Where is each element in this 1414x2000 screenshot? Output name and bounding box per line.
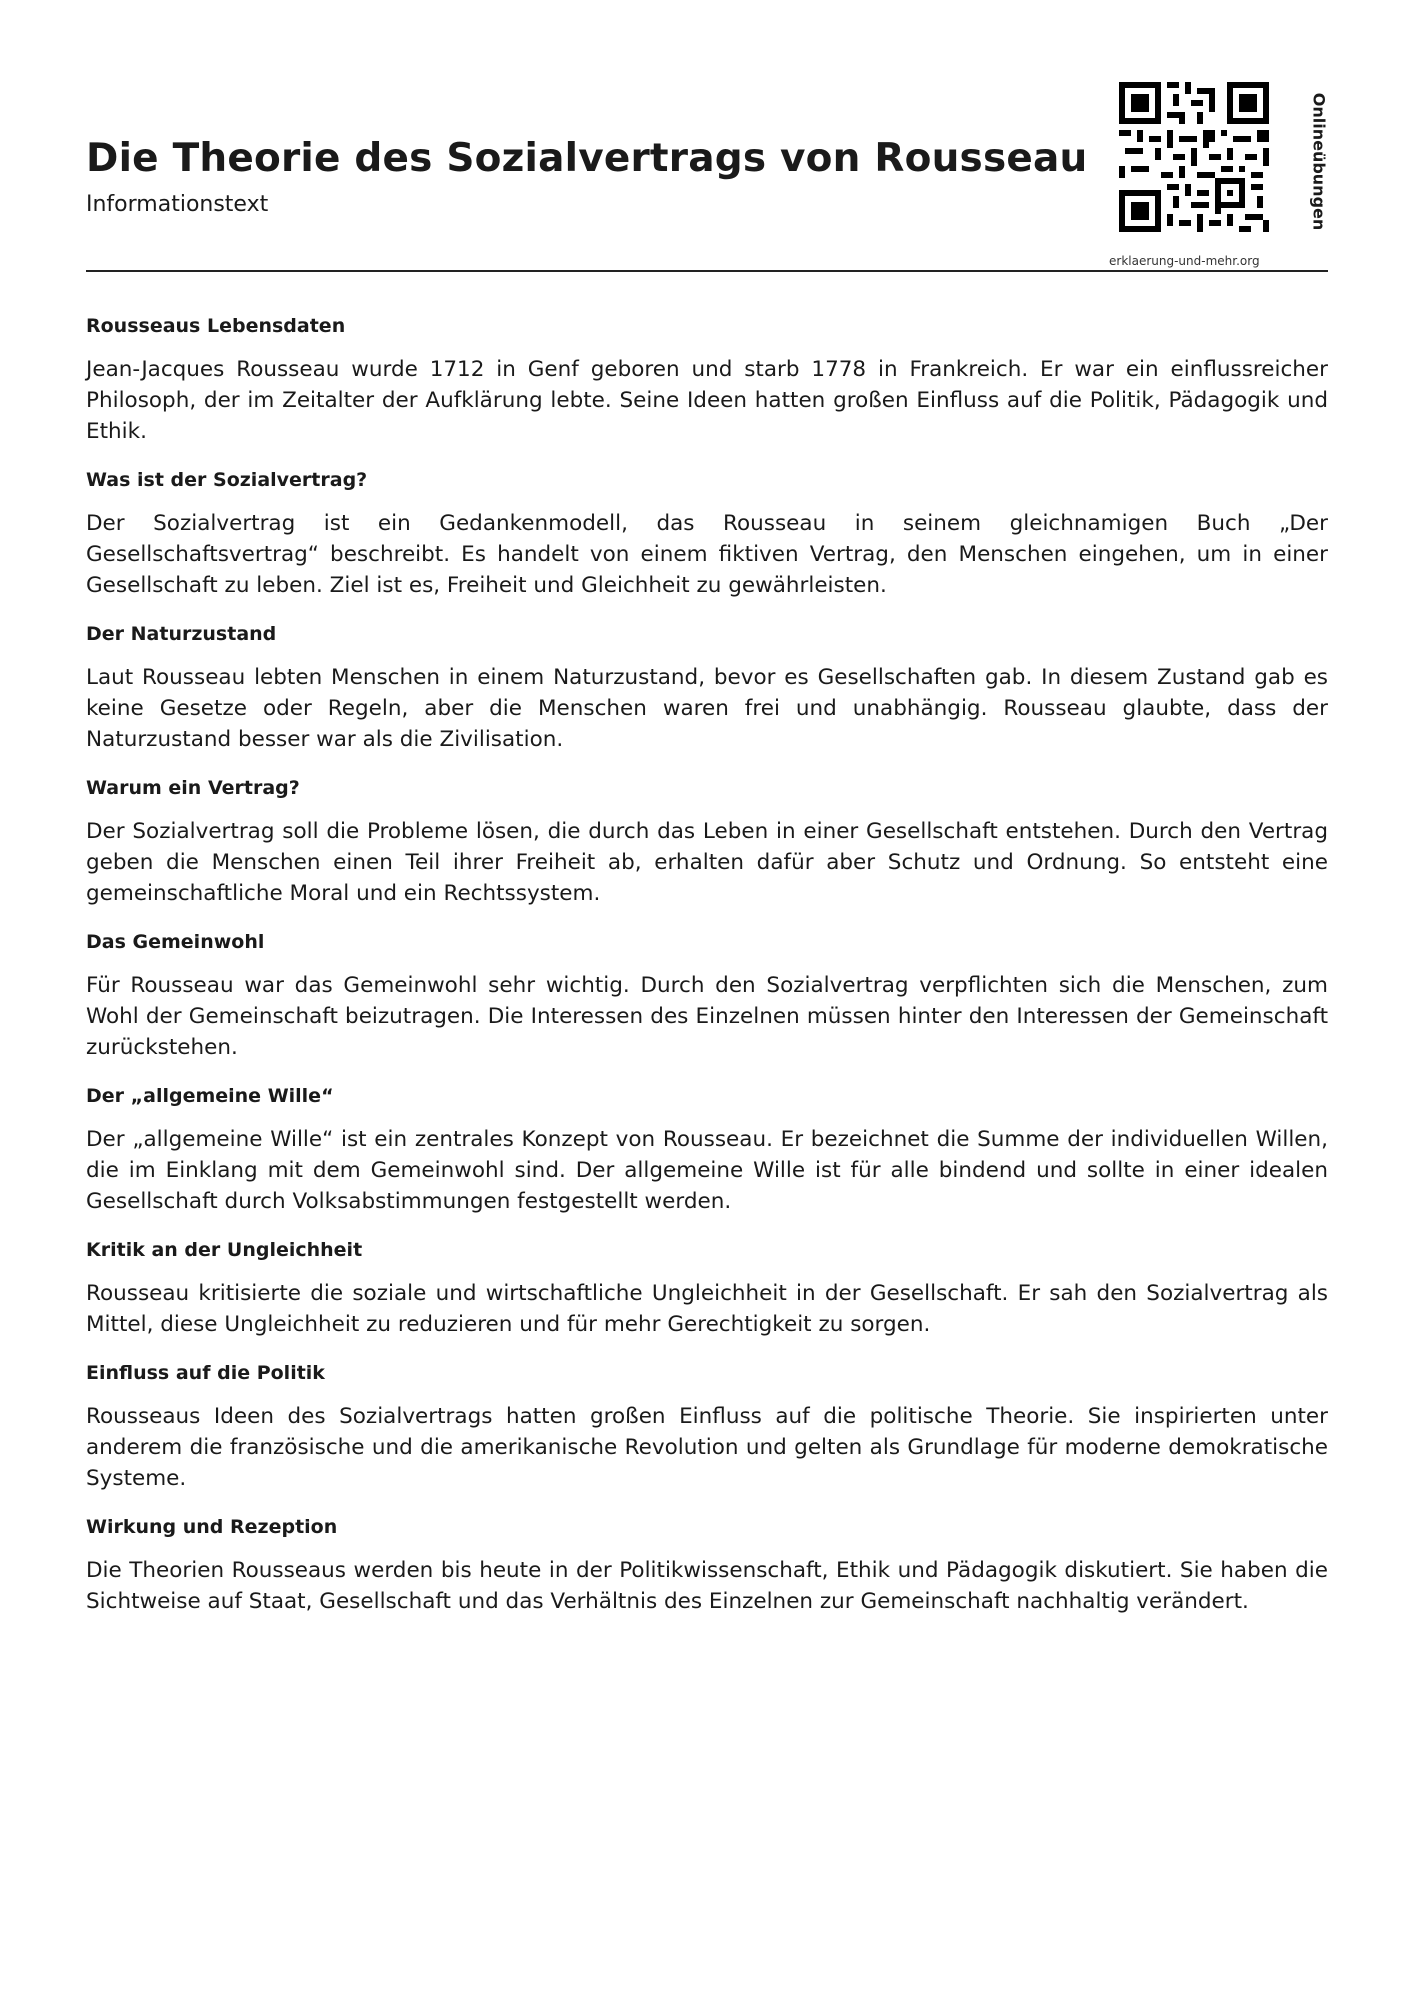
worksheet-page xyxy=(86,0,1329,1614)
section-heading: Einfluss auf die Politik xyxy=(86,1362,325,1384)
section-heading: Das Gemeinwohl xyxy=(86,931,265,953)
section-heading: Der Naturzustand xyxy=(86,623,277,645)
website-url[interactable]: erklaerung-und-mehr.org xyxy=(1109,254,1260,268)
section-text: Die Theorien Rousseaus werden bis heute in der Politikwissenschaft, Ethik und Pädagogik diskutiert. Sie haben die Sichtweise auf Staat, Gesellschaft und das Verhältnis des Einzelnen zur Gemeinschaft nachhaltig verändert. xyxy=(86,1558,1328,1614)
section-heading: Kritik an der Ungleichheit xyxy=(86,1239,363,1261)
section-heading: Wirkung und Rezeption xyxy=(86,1516,338,1538)
section-text: Jean-Jacques Rousseau wurde 1712 in Genf geboren und starb 1778 in Frankreich. Er war ein einflussreicher Philosoph, der im Zeitalter der Aufklärung lebte. Seine Ideen hatten großen Einfluss auf die Politik, Pädagogik und Ethik. xyxy=(86,357,1328,444)
section-ungleichheit xyxy=(86,1237,1328,1340)
section-text: Der „allgemeine Wille“ ist ein zentrales Konzept von Rousseau. Er bezeichnet die Summe der individuellen Willen, die im Einklang mit dem Gemeinwohl sind. Der allgemeine Wille ist für alle bindend und sollte in einer idealen Gesellschaft durch Volksabstimmungen festgestellt werden. xyxy=(86,1127,1328,1214)
section-heading: Der „allgemeine Wille“ xyxy=(86,1085,334,1107)
section-naturzustand xyxy=(86,621,1328,755)
worksheet-header xyxy=(86,0,1328,272)
section-text: Der Sozialvertrag soll die Probleme lösen, die durch das Leben in einer Gesellschaft entstehen. Durch den Vertrag geben die Menschen einen Teil ihrer Freiheit ab, erhalten dafür aber Schutz und Ordnung. So entsteht eine gemeinschaftliche Moral und ein Rechtssystem. xyxy=(86,819,1328,906)
section-allgemeiner-wille xyxy=(86,1083,1328,1217)
section-heading: Was ist der Sozialvertrag? xyxy=(86,469,368,491)
qr-code-icon[interactable] xyxy=(1119,82,1269,232)
online-exercises-label: Onlineübungen xyxy=(1309,92,1329,231)
section-heading: Warum ein Vertrag? xyxy=(86,777,300,799)
section-gemeinwohl xyxy=(86,929,1328,1063)
section-text: Laut Rousseau lebten Menschen in einem Naturzustand, bevor es Gesellschaften gab. In diesem Zustand gab es keine Gesetze oder Regeln, aber die Menschen waren frei und unabhängig. Rousseau glaubte, dass der Naturzustand besser war als die Zivilisation. xyxy=(86,665,1328,752)
section-lebensdaten xyxy=(86,313,1328,447)
page-title: Die Theorie des Sozialvertrags von Rousseau xyxy=(86,136,1088,181)
section-wirkung xyxy=(86,1514,1328,1617)
section-text: Für Rousseau war das Gemeinwohl sehr wichtig. Durch den Sozialvertrag verpflichten sich die Menschen, zum Wohl der Gemeinschaft beizutragen. Die Interessen des Einzelnen müssen hinter den Interessen der Gemeinschaft zurückstehen. xyxy=(86,973,1328,1060)
section-politik xyxy=(86,1360,1328,1494)
page-subtitle: Informationstext xyxy=(86,192,269,217)
section-text: Rousseau kritisierte die soziale und wirtschaftliche Ungleichheit in der Gesellschaft. Er sah den Sozialvertrag als Mittel, diese Ungleichheit zu reduzieren und für mehr Gerechtigkeit zu sorgen. xyxy=(86,1281,1328,1337)
text-content xyxy=(86,313,1328,1637)
header-divider xyxy=(86,270,1328,272)
qr-block[interactable] xyxy=(1109,82,1329,272)
section-sozialvertrag xyxy=(86,467,1328,601)
section-text: Der Sozialvertrag ist ein Gedankenmodell, das Rousseau in seinem gleichnamigen Buch „Der Gesellschaftsvertrag“ beschreibt. Es handelt von einem fiktiven Vertrag, den Menschen eingehen, um in einer Gesellschaft zu leben. Ziel ist es, Freiheit und Gleichheit zu gewährleisten. xyxy=(86,511,1328,598)
section-warum-vertrag xyxy=(86,775,1328,909)
section-heading: Rousseaus Lebensdaten xyxy=(86,315,346,337)
section-text: Rousseaus Ideen des Sozialvertrags hatten großen Einfluss auf die politische Theorie. Sie inspirierten unter anderem die französische und die amerikanische Revolution und gelten als Grundlage für moderne demokratische Systeme. xyxy=(86,1404,1328,1491)
